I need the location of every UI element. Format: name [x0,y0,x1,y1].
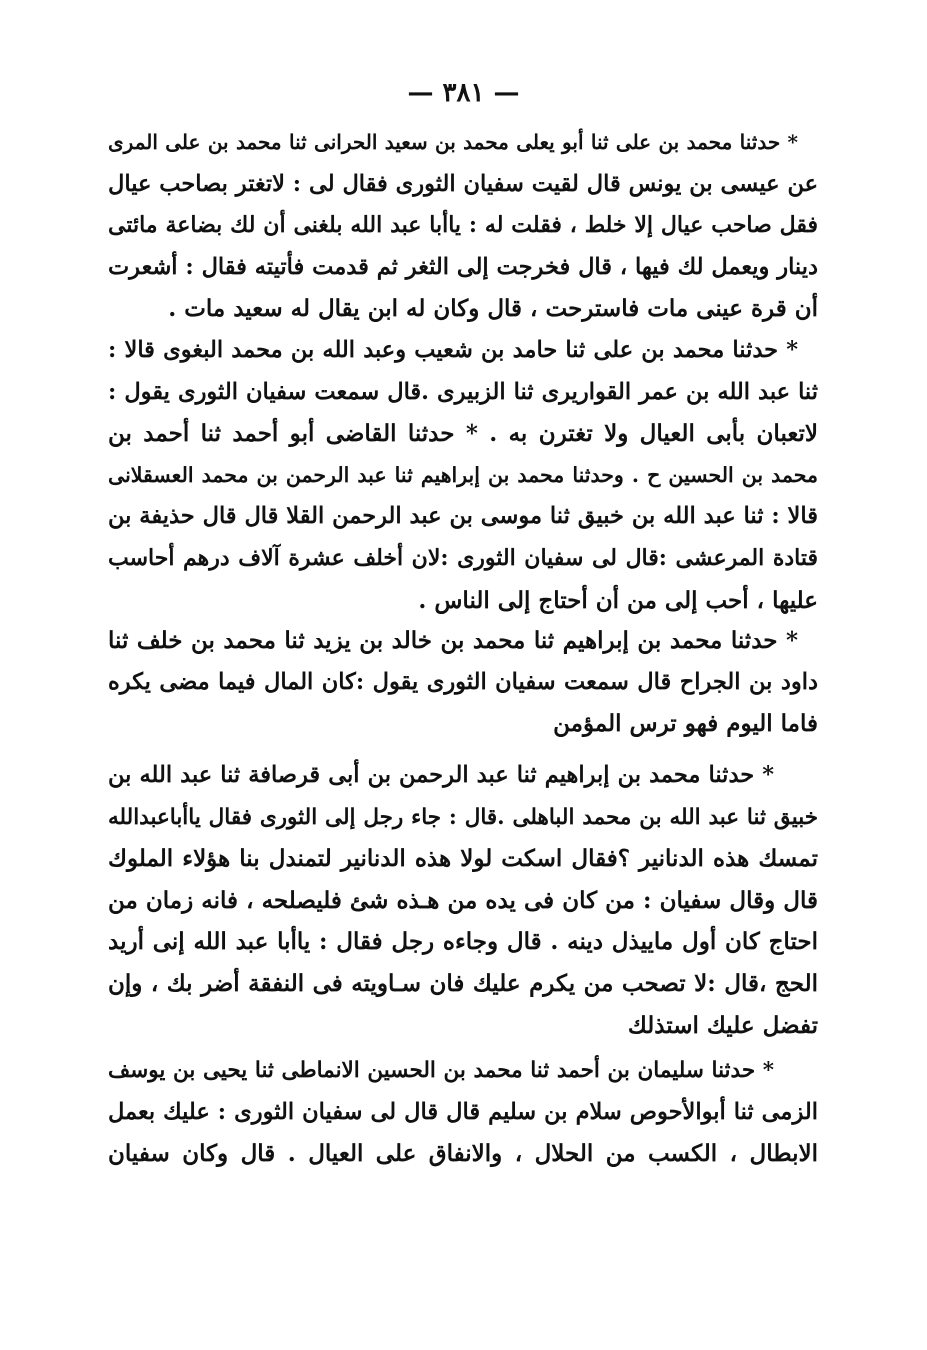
text-line: قتادة المرعشى :قال لى سفيان الثورى :لان أخلف عشرة آلاف درهم أحاسب [108,544,818,571]
paragraph-5 [108,1050,818,1175]
paragraph-1 [108,122,818,330]
text-line: داود بن الجراح قال سمعت سفيان الثورى يقول :كان المال فيما مضى يكره [108,668,818,695]
text-line: دينار ويعمل لك فيها ، قال فخرجت إلى الثغر ثم قدمت فأتيته فقال : أشعرت [108,253,818,280]
text-line: * حدثنا محمد بن إبراهيم ثنا عبد الرحمن بن أبى قرصافة ثنا عبد الله بن [108,762,774,788]
text-line: * حدثنا محمد بن إبراهيم ثنا محمد بن خالد بن يزيد ثنا محمد بن خلف ثنا [108,627,798,654]
text-line: * حدثنا محمد بن على ثنا أبو يعلى محمد بن سعيد الحرانى ثنا محمد بن على المرى [108,130,798,154]
text-line: لاتعبان بأبى العيال ولا تغترن به . * حدثنا القاضى أبو أحمد ثنا أحمد بن [108,420,818,448]
text-line: * حدثنا سليمان بن أحمد ثنا محمد بن الحسين الانماطى ثنا يحيى بن يوسف [108,1058,774,1083]
page-number: — ٣٨١ — [407,78,520,108]
text-line: خبيق ثنا عبد الله بن محمد الباهلى .قال : جاء رجل إلى الثورى فقال ياأباعبدالله [108,804,818,830]
text-line: عليها ، أحب إلى من أن أحتاج إلى الناس . [418,586,818,614]
text-line: أن قرة عينى مات فاسترحت ، قال وكان له ابن يقال له سعيد مات . [168,295,818,323]
paragraph-3 [108,620,818,745]
text-line: تفضل عليك استذلك [627,1011,818,1039]
text-line: ثنا عبد الله بن عمر القواريرى ثنا الزبيرى .قال سمعت سفيان الثورى يقول : [108,378,818,405]
text-line: عن عيسى بن يونس قال لقيت سفيان الثورى فقال لى : لاتغتر بصاحب عيال [108,170,818,197]
text-line: الزمى ثنا أبوالأحوص سلام بن سليم قال قال لى سفيان الثورى : عليك بعمل [108,1098,818,1125]
text-line: فاما اليوم فهو ترس المؤمن [553,710,818,738]
text-line: تمسك هذه الدنانير ؟فقال اسكت لولا هذه الدنانير لتمندل بنا هؤلاء الملوك [108,845,818,873]
paragraph-2 [108,330,818,621]
text-line: فقل صاحب عيال إلا خلط ، فقلت له : ياأبا عبد الله بلغنى أن لك بضاعة مائتى [108,212,818,239]
text-line: الحج ،قال :لا تصحب من يكرم عليك فان سـاويته فى النفقة أضر بك ، وإن [108,969,818,997]
text-line: قال وقال سفيان : من كان فى يده من هـذه شئ فليصلحه ، فانه زمان من [108,886,818,914]
text-line: الابطال ، الكسب من الحلال ، والانفاق على العيال . قال وكان سفيان [108,1140,818,1168]
text-line: قالا : ثنا عبد الله بن خبيق ثنا موسى بن عبد الرحمن القلا قال قال حذيفة بن [108,503,818,530]
text-line: محمد بن الحسين ح . وحدثنا محمد بن إبراهيم ثنا عبد الرحمن بن محمد العسقلانى [108,462,818,487]
paragraph-4 [108,755,818,1046]
text-line: احتاج كان أول ماييذل دينه . قال وجاءه رجل فقال : ياأبا عبد الله إنى أريد [108,928,818,956]
text-line: * حدثنا محمد بن على ثنا حامد بن شعيب وعبد الله بن محمد البغوى قالا : [108,337,798,363]
